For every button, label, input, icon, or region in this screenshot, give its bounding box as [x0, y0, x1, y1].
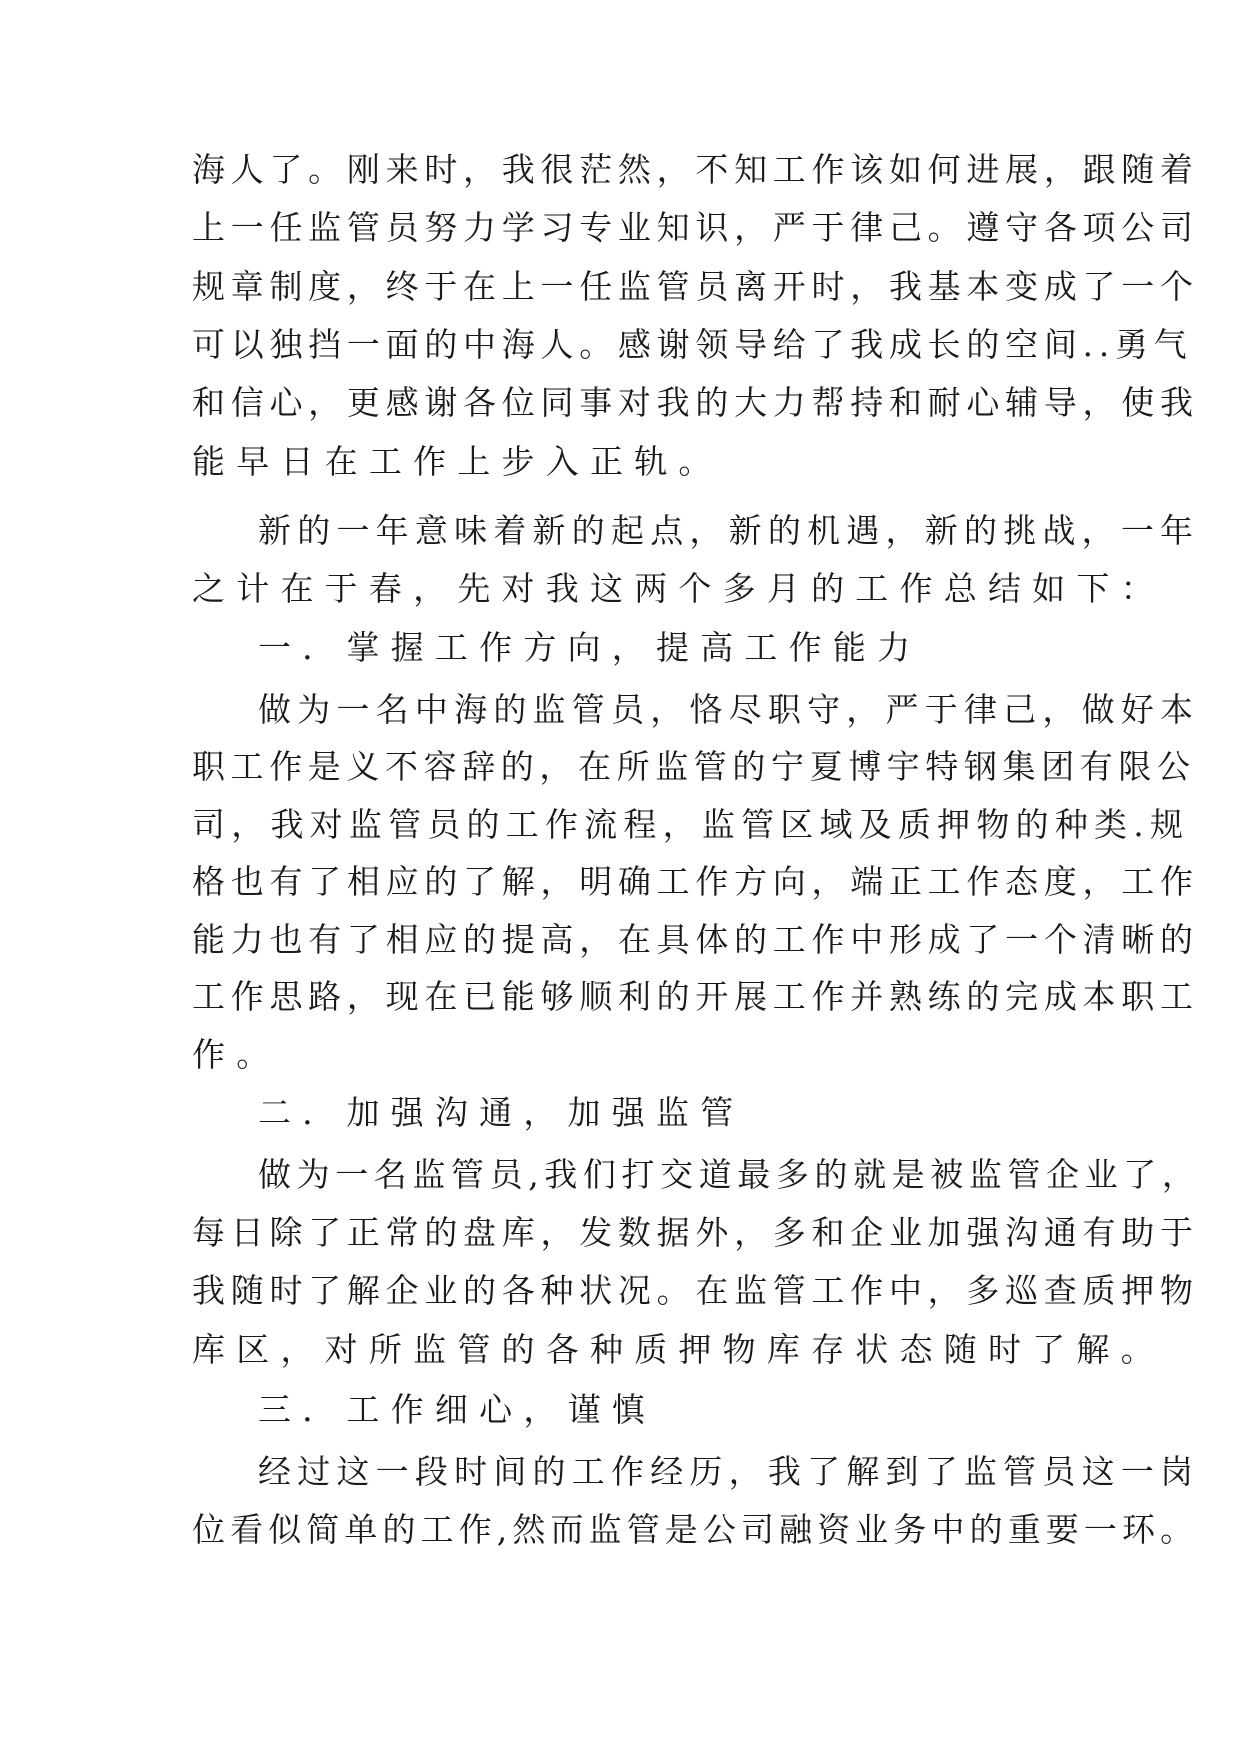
text-line: 做为一名中海的监管员，恪尽职守，严于律己，做好本 — [258, 690, 1200, 729]
text-line: 工作思路，现在已能够顺利的开展工作并熟练的完成本职工 — [192, 977, 1199, 1016]
text-line: 能早日在工作上步入正轨。 — [192, 442, 723, 481]
section-heading: 三．工作细心，谨慎 — [258, 1390, 656, 1429]
text-line: 库区，对所监管的各种质押物库存状态随时了解。 — [192, 1330, 1165, 1369]
text-line: 每日除了正常的盘库，发数据外，多和企业加强沟通有助于 — [192, 1213, 1199, 1252]
text-line: 位看似简单的工作,然而监管是公司融资业务中的重要一环。 — [192, 1510, 1199, 1549]
text-line: 新的一年意味着新的起点，新的机遇，新的挑战，一年 — [258, 511, 1200, 550]
section-heading: 一．掌握工作方向，提高工作能力 — [258, 628, 922, 667]
section-heading: 二．加强沟通，加强监管 — [258, 1093, 745, 1132]
text-line: 能力也有了相应的提高，在具体的工作中形成了一个清晰的 — [192, 920, 1199, 959]
text-line: 作。 — [192, 1035, 281, 1074]
text-line: 可以独挡一面的中海人。感谢领导给了我成长的空间..勇气 — [192, 325, 1193, 364]
text-line: 经过这一段时间的工作经历，我了解到了监管员这一岗 — [258, 1452, 1200, 1491]
text-line: 规章制度，终于在上一任监管员离开时，我基本变成了一个 — [192, 267, 1199, 306]
text-line: 做为一名监管员,我们打交道最多的就是被监管企业了， — [258, 1155, 1201, 1194]
text-line: 之计在于春，先对我这两个多月的工作总结如下： — [192, 569, 1165, 608]
text-line: 司，我对监管员的工作流程，监管区域及质押物的种类.规 — [192, 805, 1190, 844]
text-line: 职工作是义不容辞的，在所监管的宁夏博宇特钢集团有限公 — [192, 747, 1196, 786]
text-line: 上一任监管员努力学习专业知识，严于律己。遵守各项公司 — [192, 208, 1199, 247]
text-line: 我随时了解企业的各种状况。在监管工作中，多巡查质押物 — [192, 1271, 1199, 1310]
text-line: 和信心，更感谢各位同事对我的大力帮持和耐心辅导，使我 — [192, 383, 1199, 422]
text-line: 格也有了相应的了解，明确工作方向，端正工作态度，工作 — [192, 862, 1199, 901]
text-line: 海人了。刚来时，我很茫然，不知工作该如何进展，跟随着 — [192, 150, 1199, 189]
